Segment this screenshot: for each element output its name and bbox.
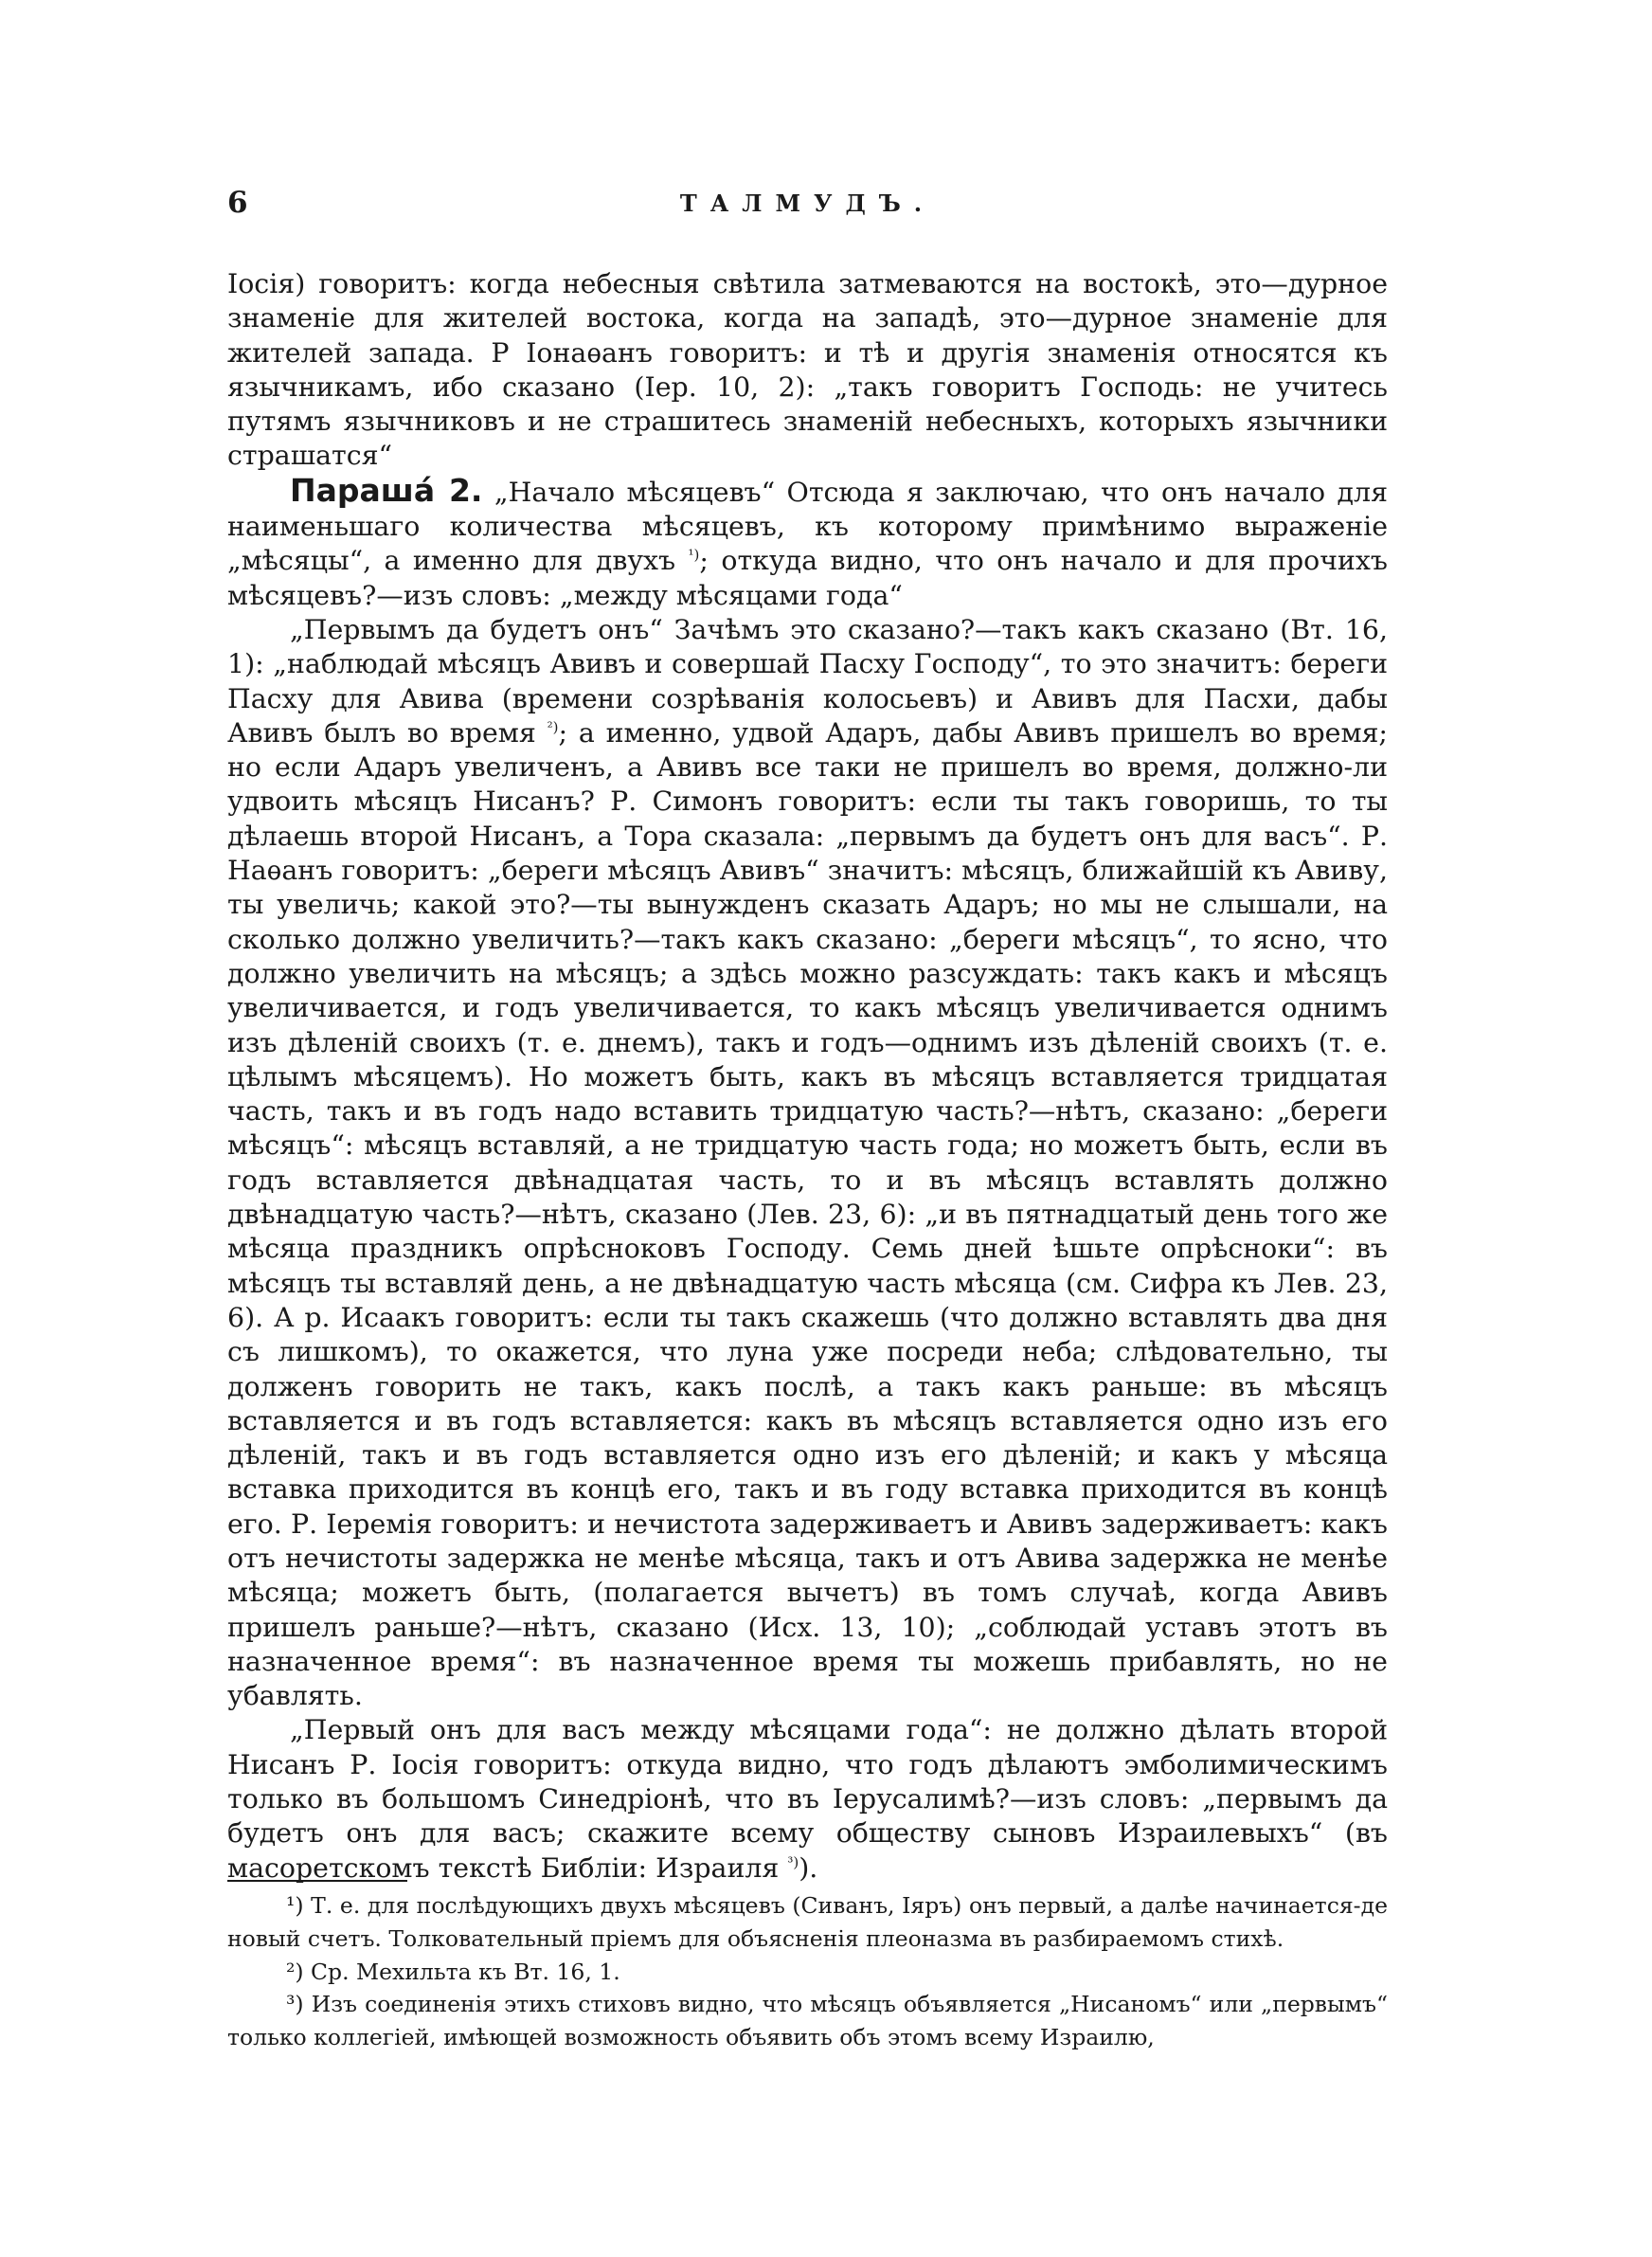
paragraph bbox=[227, 1713, 1388, 1885]
footnote-ref[interactable]: ³) bbox=[787, 1853, 799, 1871]
paragraph-text: „Первымъ да будетъ онъ“ Зачѣмъ это сказано?—такъ какъ сказано (Вт. 16, 1): „наблюдай мѣсяцъ Авивъ и совершай Пасху Господу“, то это значитъ: береги Пасху для Авива (времени созрѣванія колосьевъ) и Авивъ для Пасхи, дабы Авивъ былъ во время bbox=[227, 613, 1388, 749]
footnote-divider bbox=[227, 1880, 407, 1882]
footnotes bbox=[227, 1889, 1388, 2054]
paragraph-text: Іосія) говоритъ: когда небесныя свѣтила затмеваются на востокѣ, это—дурное знаменіе для жителей востока, когда на западѣ, это—дурное знаменіе для жителей запада. Р Іонаѳанъ говоритъ: и тѣ и другія знаменія относятся къ язычникамъ, ибо сказано (Іер. 10, 2): „такъ говоритъ Господь: не учитесь путямъ язычниковъ и не страшитесь знаменій небесныхъ, которыхъ язычники страшатся“ bbox=[227, 268, 1388, 472]
footnote: ¹) Т. е. для послѣдующихъ двухъ мѣсяцевъ (Сиванъ, Іяръ) онъ первый, а далѣе начинается-де новый счетъ. Толковательный пріемъ для объясненія плеоназма въ разбираемомъ стихѣ. bbox=[227, 1892, 1388, 1952]
paragraph bbox=[227, 471, 1388, 613]
paragraph-text: ). bbox=[799, 1851, 818, 1884]
paragraph-text: ; откуда видно, что онъ начало и для прочихъ мѣсяцевъ?—изъ словъ: „между мѣсяцами года“ bbox=[227, 545, 1388, 611]
running-title: ТАЛМУДЪ. bbox=[679, 190, 936, 217]
paragraph bbox=[227, 267, 1388, 474]
footnote: ²) Ср. Мехильта къ Вт. 16, 1. bbox=[286, 1958, 620, 1985]
paragraph-text: ; а именно, удвой Адаръ, дабы Авивъ пришелъ во время; но если Адаръ увеличенъ, а Авивъ все таки не пришелъ во время, должно-ли удвоить мѣсяцъ Нисанъ? Р. Симонъ говоритъ: если ты такъ говоришь, то ты дѣлаешь второй Нисанъ, а Тора сказала: „первымъ да будетъ онъ для васъ“. Р. Наѳанъ говоритъ: „береги мѣсяцъ Авивъ“ значитъ: мѣсяцъ, ближайшій къ Авиву, ты увеличь; какой это?—ты вынужденъ сказать Адаръ; но мы не слышали, на сколько должно увеличить?—такъ какъ сказано: „береги мѣсяцъ“, то ясно, что должно увеличить на мѣсяцъ; а здѣсь можно разсуждать: такъ какъ и мѣсяцъ увеличивается, и годъ увеличивается, то какъ мѣсяцъ увеличивается однимъ изъ дѣленій своихъ (т. е. днемъ), такъ и годъ—однимъ изъ дѣленій своихъ (т. е. цѣлымъ мѣсяцемъ). Но можетъ быть, какъ въ мѣсяцъ вставляется тридцатая часть, такъ и въ годъ надо вставить тридцатую часть?—нѣтъ, сказано: „береги мѣсяцъ“: мѣсяцъ вставляй, а не тридцатую часть года; но можетъ быть, если въ годъ вставляется двѣнадцатая часть, то и въ мѣсяцъ вставлять должно двѣнадцатую часть?—нѣтъ, сказано (Лев. 23, 6): „и въ пятнадцатый день того же мѣсяца праздникъ опрѣсноковъ Господу. Семь дней ѣшьте опрѣсноки“: въ мѣсяцъ ты вставляй день, а не двѣнадцатую часть мѣсяца (см. Сифра къ Лев. 23, 6). А р. Исаакъ говоритъ: если ты такъ скажешь (что должно вставлять два дня съ лишкомъ), то окажется, что луна уже посреди неба; слѣдовательно, ты долженъ говорить не такъ, какъ послѣ, а такъ какъ раньше: въ мѣсяцъ вставляется и въ годъ вставляется: какъ въ мѣсяцъ вставляется одно изъ его дѣленій, такъ и въ годъ вставляется одно изъ его дѣленій; и какъ у мѣсяца вставка приходится въ концѣ его, такъ и въ году вставка приходится въ концѣ его. Р. Іеремія говоритъ: и нечистота задерживаетъ и Авивъ задерживаетъ: какъ отъ нечистоты задержка не менѣе мѣсяца, такъ и отъ Авива задержка не менѣе мѣсяца; можетъ быть, (полагается вычетъ) въ томъ случаѣ, когда Авивъ пришелъ раньше?—нѣтъ, сказано (Исх. 13, 10); „соблюдай уставъ этотъ въ назначенное время“: въ назначенное время ты можешь прибавлять, но не убавлять. bbox=[227, 716, 1388, 1712]
footnote-ref[interactable]: ²) bbox=[547, 718, 559, 736]
main-text bbox=[227, 267, 1388, 1886]
parasha-heading: Парашá 2. bbox=[290, 471, 483, 509]
footnote: ³) Изъ соединенія этихъ стиховъ видно, что мѣсяцъ объявляется „Нисаномъ“ или „первымъ“ только коллегіей, имѣющей возможность объявить объ этомъ всему Израилю, bbox=[227, 1991, 1388, 2051]
page-header bbox=[227, 186, 1388, 229]
paragraph bbox=[227, 613, 1388, 1714]
page-number: 6 bbox=[227, 186, 248, 220]
paragraph-text: „Начало мѣсяцевъ“ Отсюда я заключаю, что онъ начало для наименьшаго количества мѣсяцевъ, къ которому примѣнимо выраженіе „мѣсяцы“, а именно для двухъ bbox=[227, 476, 1388, 577]
paragraph-text: „Первый онъ для васъ между мѣсяцами года“: не должно дѣлать второй Нисанъ Р. Іосія говоритъ: откуда видно, что годъ дѣлаютъ эмболимическимъ только въ большомъ Синедріонѣ, что въ Іерусалимѣ?—изъ словъ: „первымъ да будетъ онъ для васъ; скажите всему обществу сыновъ Израилевыхъ“ (въ масоретскомъ текстѣ Библіи: Израиля bbox=[227, 1714, 1388, 1884]
footnote-ref[interactable]: ¹) bbox=[688, 546, 700, 564]
